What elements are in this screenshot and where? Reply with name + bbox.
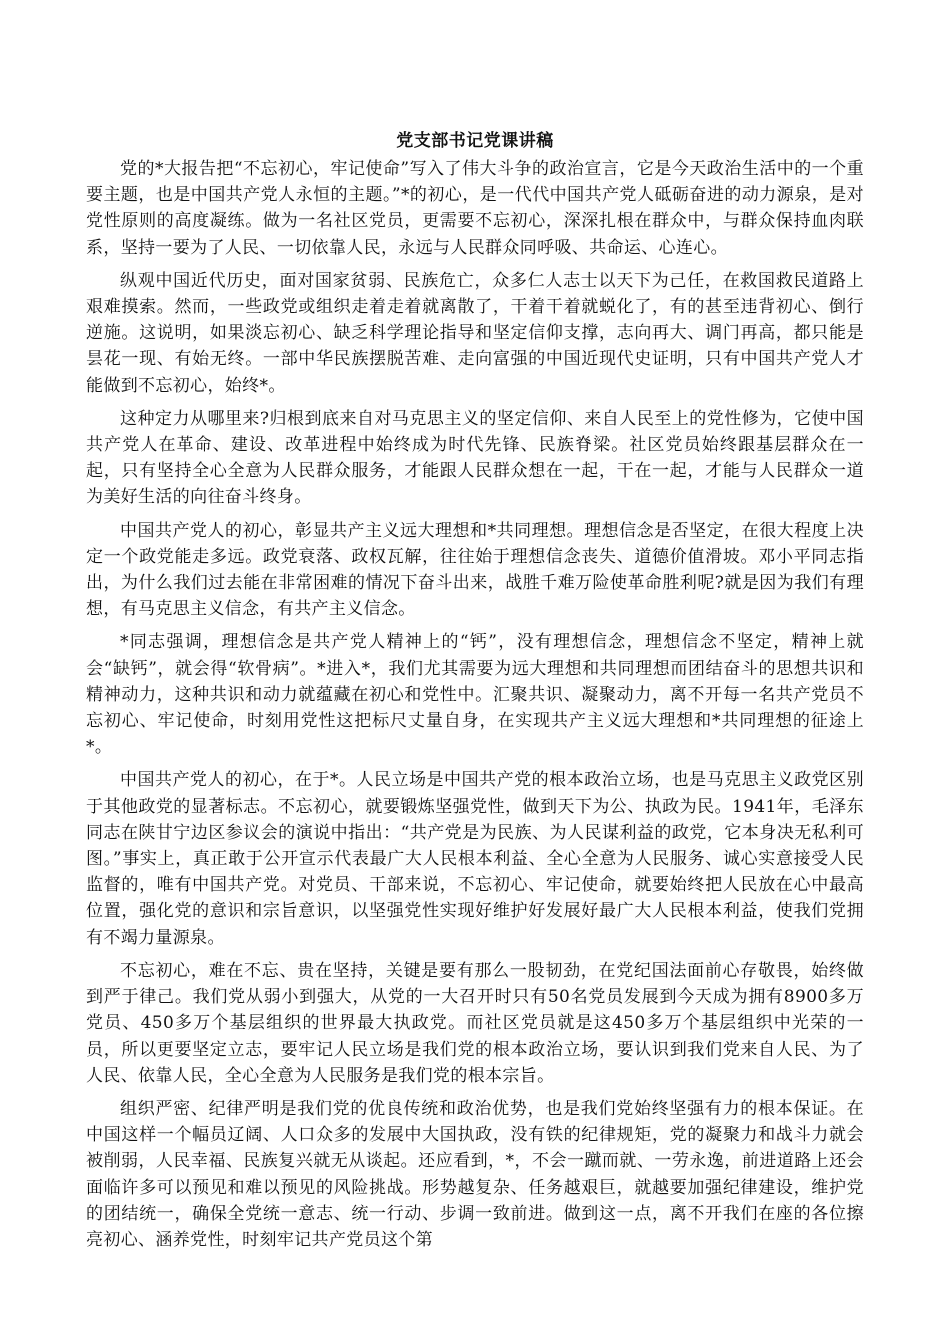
paragraph-6: 中国共产党人的初心，在于*。人民立场是中国共产党的根本政治立场，也是马克思主义政党区别于其他政党的显著标志。不忘初心，就要锻炼坚强党性，做到天下为公、执政为民。1941年，毛泽东同志在陕甘宁边区参议会的演说中指出：“共产党是为民族、为人民谋利益的政党，它本身决无私利可图。”事实上，真正敢于公开宣示代表最广大人民根本利益、全心全意为人民服务、诚心实意接受人民监督的，唯有中国共产党。对党员、干部来说，不忘初心、牢记使命，就要始终把人民放在心中最高位置，强化党的意识和宗旨意识，以坚强党性实现好维护好发展好最广大人民根本利益，使我们党拥有不竭力量源泉。 xyxy=(86,770,864,948)
paragraph-5: *同志强调，理想信念是共产党人精神上的“钙”，没有理想信念，理想信念不坚定，精神上就会“缺钙”，就会得“软骨病”。*进入*，我们尤其需要为远大理想和共同理想而团结奋斗的思想共识和精神动力，这种共识和动力就蕴藏在初心和党性中。汇聚共识、凝聚动力，离不开每一名共产党员不忘初心、牢记使命，时刻用党性这把标尺丈量自身，在实现共产主义远大理想和*共同理想的征途上*。 xyxy=(86,632,864,758)
document-title: 党支部书记党课讲稿 xyxy=(396,131,554,151)
document-body xyxy=(86,128,864,1260)
paragraph-7: 不忘初心，难在不忘、贵在坚持，关键是要有那么一股韧劲，在党纪国法面前心存敬畏，始终做到严于律己。我们党从弱小到强大，从党的一大召开时只有50名党员发展到今天成为拥有8900多万党员、450多万个基层组织的世界最大执政党。而社区党员就是这450多万个基层组织中光荣的一员，所以更要坚定立志，要牢记人民立场是我们党的根本政治立场，要认识到我们党来自人民、为了人民、依靠人民，全心全意为人民服务是我们党的根本宗旨。 xyxy=(86,960,864,1086)
paragraph-8: 组织严密、纪律严明是我们党的优良传统和政治优势，也是我们党始终坚强有力的根本保证。在中国这样一个幅员辽阔、人口众多的发展中大国执政，没有铁的纪律规矩，党的凝聚力和战斗力就会被削弱，人民幸福、民族复兴就无从谈起。还应看到，*，不会一蹴而就、一劳永逸，前进道路上还会面临许多可以预见和难以预见的风险挑战。形势越复杂、任务越艰巨，就越要加强纪律建设，维护党的团结统一，确保全党统一意志、统一行动、步调一致前进。做到这一点，离不开我们在座的各位擦亮初心、涵养党性，时刻牢记共产党员这个第 xyxy=(86,1098,864,1250)
paragraph-2: 纵观中国近代历史，面对国家贫弱、民族危亡，众多仁人志士以天下为己任，在救国救民道路上艰难摸索。然而，一些政党或组织走着走着就离散了，干着干着就蜕化了，有的甚至违背初心、倒行逆施。这说明，如果淡忘初心、缺乏科学理论指导和坚定信仰支撑，志向再大、调门再高，都只能是昙花一现、有始无终。一部中华民族摆脱苦难、走向富强的中国近现代史证明，只有中国共产党人才能做到不忘初心，始终*。 xyxy=(86,270,864,396)
paragraph-1: 党的*大报告把“不忘初心，牢记使命”写入了伟大斗争的政治宣言，它是今天政治生活中的一个重要主题，也是中国共产党人永恒的主题。”*的初心，是一代代中国共产党人砥砺奋进的动力源泉，是对党性原则的高度凝练。做为一名社区党员，更需要不忘初心，深深扎根在群众中，与群众保持血肉联系，坚持一要为了人民、一切依靠人民，永远与人民群众同呼吸、共命运、心连心。 xyxy=(86,159,864,258)
paragraph-4: 中国共产党人的初心，彰显共产主义远大理想和*共同理想。理想信念是否坚定，在很大程度上决定一个政党能走多远。政党衰落、政权瓦解，往往始于理想信念丧失、道德价值滑坡。邓小平同志指出，为什么我们过去能在非常困难的情况下奋斗出来，战胜千难万险使革命胜利呢?就是因为我们有理想，有马克思主义信念，有共产主义信念。 xyxy=(86,520,864,620)
paragraph-3: 这种定力从哪里来?归根到底来自对马克思主义的坚定信仰、来自人民至上的党性修为，它使中国共产党人在革命、建设、改革进程中始终成为时代先锋、民族脊梁。社区党员始终跟基层群众在一起，只有坚持全心全意为人民群众服务，才能跟人民群众想在一起，干在一起，才能与人民群众一道为美好生活的向往奋斗终身。 xyxy=(86,408,864,508)
